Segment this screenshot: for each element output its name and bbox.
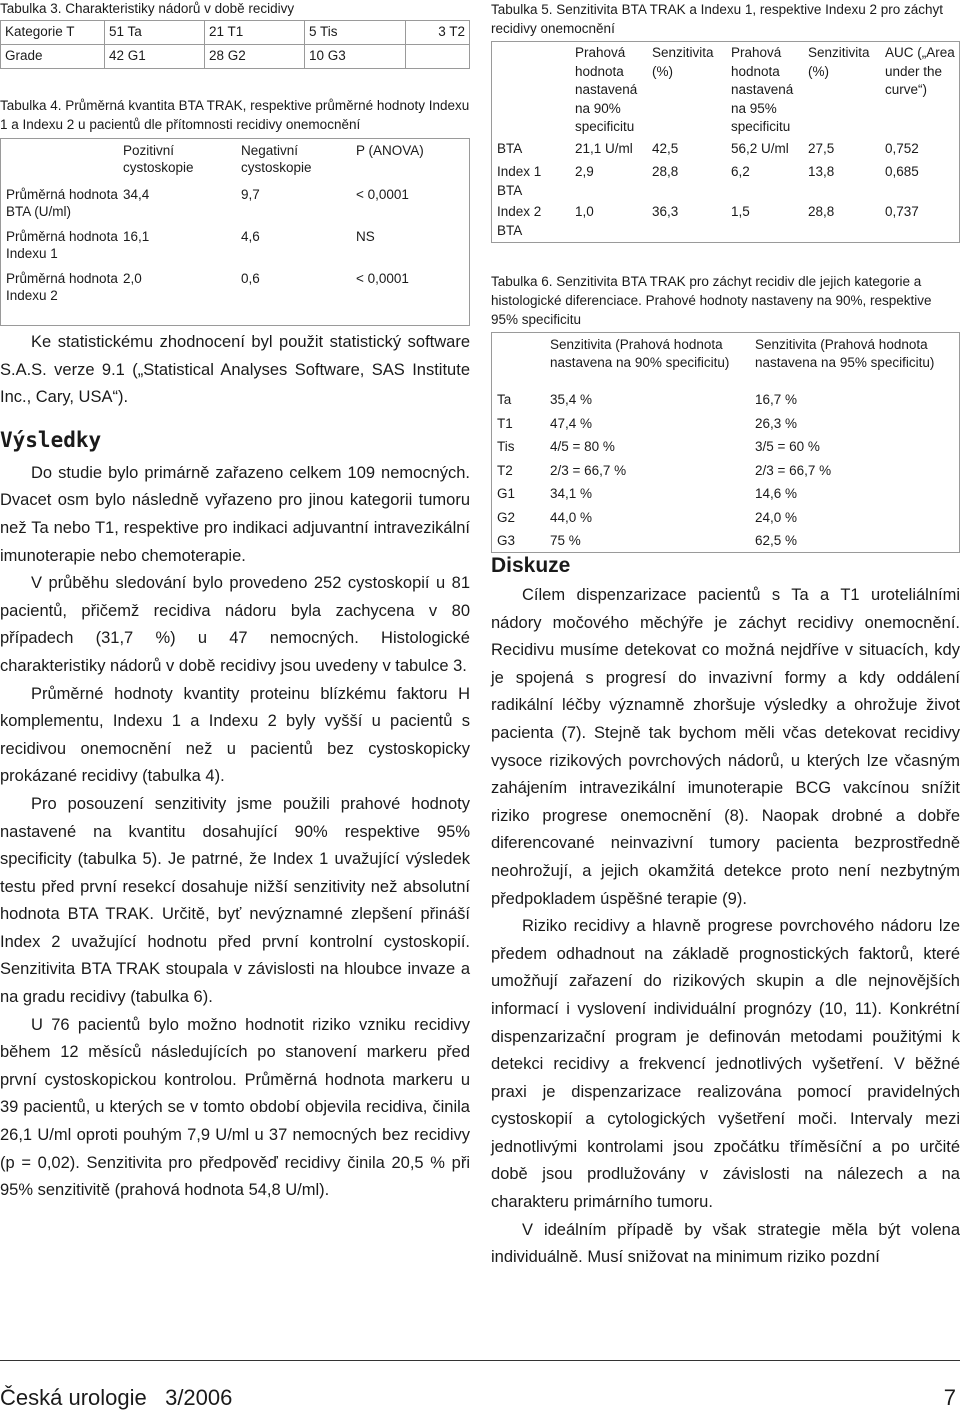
table-cell: 75 % <box>550 533 581 548</box>
table-cell: 16,1 <box>123 229 150 244</box>
paragraph-discussion-1: Cílem dispenzarizace pacientů s Ta a T1 uroteliálními nádory močového měchýře je záchyt recidivy onemocnění. Recidivu musíme detekovat co možná nejdříve v situacích, kdy je spojená s progresí do invazivní formy a kdy oddálení radikální léčby významně zhoršuje výsledky a ohrožuje život pacienta (7). Stejně tak bychom měli včas detekovat recidivy vysoce rizikových povrchových nádorů, u kterých lze včasným zahájením intravezikální imunoterapie BCG vakcínou snížit riziko progrese onemocnění (8). Naopak drobné a dobře diferencované neinvazivní tumory pacienta bezprostředně neohrožují, a jejich okamžitá detekce proto není nezbytným předpokladem úspěšné terapie (9). <box>491 586 960 908</box>
table-row <box>1 45 470 69</box>
table-cell: 0,737 <box>885 204 919 219</box>
table-cell: 27,5 <box>808 141 835 156</box>
table-row-label: Index 2 BTA <box>497 204 542 238</box>
table-cell: 3/5 = 60 % <box>755 439 820 454</box>
table-cell: 28,8 <box>808 204 835 219</box>
table-cell: 36,3 <box>652 204 679 219</box>
table-cell: 21 T1 <box>205 21 305 45</box>
table-cell <box>406 45 470 69</box>
table-row-label: Průměrná hodnota BTA (U/ml) <box>6 187 118 219</box>
table-header-cell: Senzitivita (Prahová hodnota nastavena na 90% specificitu) <box>550 337 730 370</box>
table-row-label: G2 <box>497 509 516 525</box>
table-row-label: G3 <box>497 533 516 548</box>
table-header-cell: Senzitivita (%) <box>808 45 870 79</box>
table-header-cell: Pozitivní cystoskopie <box>123 143 194 175</box>
table-header-cell: Senzitivita (Prahová hodnota nastavena na 95% specificitu) <box>755 337 935 370</box>
table3-grid <box>0 20 470 69</box>
table-cell: 34,4 <box>123 187 150 202</box>
table-cell: 1,5 <box>731 204 750 219</box>
table-cell: 6,2 <box>731 164 750 179</box>
table6-caption: Tabulka 6. Senzitivita BTA TRAK pro záchyt recidiv dle jejich kategorie a histologické diferenciace. Prahové hodnoty nastaveny na 90%, respektive 95% specificitu <box>491 274 932 327</box>
table-cell: 42 G1 <box>105 45 205 69</box>
heading-discussion: Diskuze <box>491 554 571 577</box>
table-row-label: Ta <box>497 392 512 407</box>
table6 <box>491 272 960 553</box>
table-cell: 5 Tis <box>305 21 406 45</box>
table4-box <box>0 138 470 326</box>
table-cell: 2,0 <box>123 271 142 286</box>
table-row-label: T2 <box>497 462 513 478</box>
table-row-label: T1 <box>497 415 513 431</box>
table-cell: Grade <box>1 45 105 69</box>
table3 <box>0 0 470 69</box>
paragraph-results-3: Průměrné hodnoty kvantity proteinu blízkému faktoru H komplementu, Indexu 1 a Indexu 2 byly vyšší u pacientů s recidivou onemocnění než u pacientů bez cystoskopicky prokázané recidivy (tabulka 4). <box>0 684 470 786</box>
table-cell: 21,1 U/ml <box>575 141 633 156</box>
paragraph-results-1: Do studie bylo primárně zařazeno celkem 109 nemocných. Dvacet osm bylo následně vyřazeno pro jinou kategorii tumoru než Ta nebo T1, respektive pro indikaci adjuvantní intravezikální imunoterapie nebo chemoterapie. <box>0 463 470 565</box>
table-cell: 28 G2 <box>205 45 305 69</box>
table-row-label: BTA <box>497 141 523 156</box>
table-cell: 47,4 % <box>550 415 593 431</box>
table4 <box>0 96 470 326</box>
table-cell: 16,7 % <box>755 392 798 407</box>
table-cell: 1,0 <box>575 204 594 219</box>
table-cell: 4/5 = 80 % <box>550 439 615 454</box>
table-cell: 34,1 % <box>550 486 593 501</box>
table-header-cell: Prahová hodnota nastavená na 90% specificitu <box>575 45 638 134</box>
table4-caption: Tabulka 4. Průměrná kvantita BTA TRAK, respektive průměrné hodnoty Indexu 1 a Indexu 2 u pacientů dle přítomnosti recidivy onemocnění <box>0 98 470 132</box>
paragraph-results-2: V průběhu sledování bylo provedeno 252 cystoskopií u 81 pacientů, přičemž recidiva nádoru byla zachycena v 80 případech (31,7 %) u 47 nemocných. Histologické charakteristiky nádorů v době recidivy jsou uvedeny v tabulce 3. <box>0 574 470 675</box>
table-cell: 28,8 <box>652 164 679 179</box>
table-row-label: G1 <box>497 486 516 501</box>
table5-caption: Tabulka 5. Senzitivita BTA TRAK a Indexu 1, respektive Indexu 2 pro záchyt recidivy onemocnění <box>491 2 943 36</box>
table-cell: 0,685 <box>885 164 919 179</box>
table-cell: 26,3 % <box>755 415 798 431</box>
heading-results: Výsledky <box>0 427 102 452</box>
table-header-cell: Prahová hodnota nastavená na 95% specificitu <box>731 45 794 134</box>
table-row <box>1 21 470 45</box>
paragraph-results-4: Pro posouzení senzitivity jsme použili prahové hodnoty nastavené na kvantitu dosahující 90% respektive 95% specificity (tabulka 5). Je patrné, že Index 1 uvažující výsledek testu před první resekcí dosahuje nižší senzitivity než absolutní hodnota BTA TRAK. Určitě, byť nevýznamné zlepšení přináší Index 2 uvažující hodnotu před první kontrolní cystoskopií. Senzitivita BTA TRAK stoupala v závislosti na hloubce invaze a na gradu recidivy (tabulka 6). <box>0 794 470 1007</box>
table-cell: 24,0 % <box>755 509 798 525</box>
paragraph-results-5: U 76 pacientů bylo možno hodnotit riziko vzniku recidivy během 12 měsíců následujících po stanovení markeru před první cystoskopickou kontrolou. Průměrná hodnota markeru u 39 pacientů, u kterých se v tomto období objevila recidiva, činila 26,1 U/ml oproti pouhým 7,9 U/ml u 37 nemocných bez recidivy (p = 0,02). Senzitivita pro předpověď recidivy činila 20,5 % při 95% senzitivitě (prahová hodnota 54,8 U/ml). <box>0 1015 470 1200</box>
table-cell: 0,6 <box>241 271 260 286</box>
table-cell: NS <box>356 229 375 244</box>
table-header-cell: Negativní cystoskopie <box>241 143 312 175</box>
table-row-label: Průměrná hodnota Indexu 2 <box>6 271 118 303</box>
table-row-label: Index 1 BTA <box>497 164 542 198</box>
table-cell: 42,5 <box>652 141 679 156</box>
table-cell: 2/3 = 66,7 % <box>755 462 832 478</box>
table6-box <box>491 332 960 553</box>
journal-name: Česká urologie 3/2006 <box>0 1385 233 1410</box>
table-cell: 9,7 <box>241 187 260 202</box>
table5-box <box>491 41 960 243</box>
table-header-cell: Senzitivita (%) <box>652 45 714 79</box>
table-cell: 44,0 % <box>550 509 593 525</box>
table-cell: 51 Ta <box>105 21 205 45</box>
table-cell: 13,8 <box>808 164 835 179</box>
table-row-label: Tis <box>497 439 515 454</box>
table-cell: 56,2 U/ml <box>731 141 789 156</box>
paragraph-discussion-2: Riziko recidivy a hlavně progrese povrchového nádoru lze předem odhadnout na základě prognostických faktorů, které umožňují zařazení do rizikových skupin a dle nejnovějších informací i vyslovení individuální prognózy (10, 11). Konkrétní dispenzarizační program je definován metodami použitými k detekci recidivy a frekvencí jednotlivých vyšetření. V běžné praxi je dispenzarizace realizována pomocí pravidelných cystoskopií a cytologických vyšetření moči. Intervaly mezi jednotlivými kontrolami jsou zpočátku tříměsíční a po určité době jsou prodlužovány v závislosti na nálezech a na charakteru primárního tumoru. <box>491 917 960 1212</box>
table-row-label: Průměrná hodnota Indexu 1 <box>6 229 118 261</box>
table-cell: 4,6 <box>241 229 260 244</box>
table-cell: 2,9 <box>575 164 594 179</box>
table-header-cell: P (ANOVA) <box>356 143 424 158</box>
table-cell: 2/3 = 66,7 % <box>550 462 627 478</box>
page-number: 7 <box>943 1385 956 1410</box>
page-footer <box>0 1360 960 1410</box>
table-cell: 35,4 % <box>550 392 593 407</box>
table-header-cell: AUC („Area under the curve“) <box>885 45 955 97</box>
table-cell: 3 T2 <box>406 21 470 45</box>
table-cell: 10 G3 <box>305 45 406 69</box>
paragraph-discussion-3: V ideálním případě by však strategie měla být volena individuálně. Musí snižovat na minimum riziko pozdní <box>491 1220 960 1267</box>
table-cell: 14,6 % <box>755 486 798 501</box>
paragraph-software: Ke statistickému zhodnocení byl použit statistický software S.A.S. verze 9.1 („Statistical Analyses Software, SAS Institute Inc., Cary, USA“). <box>0 333 470 407</box>
table-cell: 0,752 <box>885 141 919 156</box>
table-cell: 62,5 % <box>755 533 798 548</box>
table-cell: Kategorie T <box>1 21 105 45</box>
table5 <box>491 0 960 243</box>
table-cell: < 0,0001 <box>356 271 409 286</box>
table3-caption: Tabulka 3. Charakteristiky nádorů v době recidivy <box>0 1 295 16</box>
table-cell: < 0,0001 <box>356 187 409 202</box>
